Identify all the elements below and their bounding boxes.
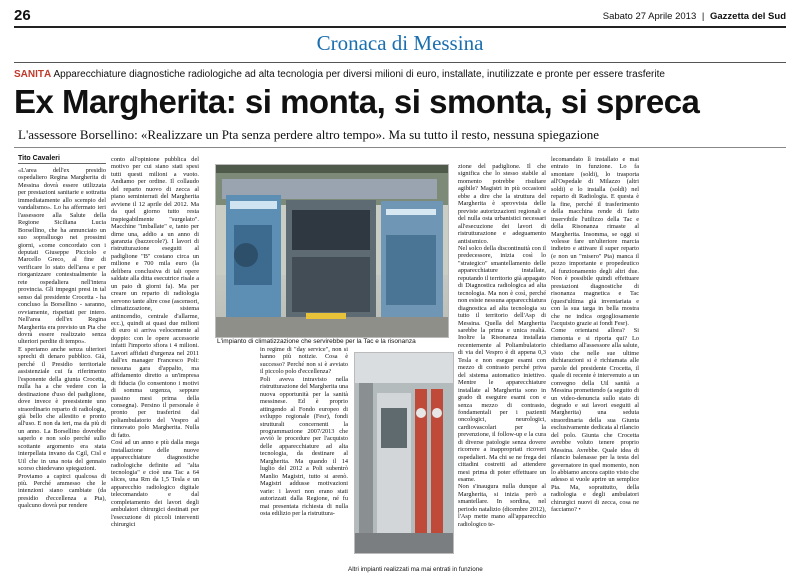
byline-rule <box>18 163 106 164</box>
article-column-2: conto all'opinione pubblica del motivo per cui siano stati spesi tutti questi milioni a vuoto. Andiamo per ordine. Il collaudo del reparto nuovo di zecca al piano seminterrati del Margherita avviene il 12 aprile del 2012. Ma da quel giorno tutto resta inspiegabilmente "surgelato". Macchine "imballate" e, tanto per dirne una, addio a un anno di garanzia (bazzecole?). I lavori di ristrutturazione eseguiti al padiglione "B" costano circa un milione e 700 mila euro (la delibera conclusiva di tali opere saldate alla ditta esecutrice risale a un paio di giorni fa). Ma per creare un reparto di radiologia servono tante altre cose (ascensori, climatizzazione, sistema antincendio, centrale d'allarme, ecc.), quindi ai quasi due milioni di euro si arriva velocemente al doppio: con le opere accessorie infatti l'importo sfiora i 4 milioni. Lavori affidati d'urgenza nel 2011 dall'ex manager Francesco Poli: nessuna gara d'appalto, ma affidamento diretto a un'impresa di fiducia (lo consentono i motivi di somma urgenza, seppure passino mesi prima della consegna). Persino il personale è pronto per trasferirsi dal poliambulatorio del Vespro al rinnovato polo Margherita. Nulla di fatto. Così ad un anno e più dalla mega installazione delle nuove apparecchiature diagnostiche radiologiche definite ad "alta tecnologia" e cioè una Tac a 64 slices, una Rm da 1,5 Tesla e un apparecchio radiologico digitale telecomandato e dal completamento dei lavori degli ambulatori chirurgici destinati per l'esecuzione di piccoli interventi chirurgici <box>111 156 199 529</box>
article-column-3: in regime di "day service", non si hanno più notizie. Cosa è successo? Perché non si è avviato il piccolo polo d'eccellenza? Poli aveva intravisto nella ristrutturazione del Margherita una nuova opportunità per la sanità messinese. Ed è proprio attingendo al Fondo europeo di sviluppo regionale (Fesr), fondi strutturali concernenti la programmazione 2007/2013 che avviò le procedure per l'acquisto delle apparecchiature ad alta tecnologia, da destinare al Margherita. Ma quando il 14 luglio del 2012 a Poli subentrò Manlio Magistri, tutto si arenò. Magistri addusse motivazioni varie: i lavori non erano stati autorizzati dalla Regione, né fu mai presentata richiesta di nulla osta edilizio per la ristruttura- <box>260 346 348 517</box>
installations-image <box>355 353 453 553</box>
photo-other-installations <box>354 352 454 554</box>
section-rule <box>14 62 786 63</box>
section-title: Cronaca di Messina <box>316 31 484 55</box>
article-column-5: lecomandato lì installato e mai entrato in funzione. Lo fa smontare (soldi), lo trasporta all'Ospedale di Milazzo (altri soldi) e lo installa (soldi) nel reparto di Radiologia. E questa è la fine, perché il trasferimento della macchina rende di fatto inservibile l'utilizzo della Tac e della Risonanza rimaste al Margherita. Insomma, se oggi si volesse fare un'ulteriore marcia indietro e attivare il super reparto (e non un "misero" Pta) manca il pezzo importante e propedeutico al funzionamento degli altri due. Non è possibile quindi effettuare prestazioni diagnostiche di risonanza magnetica e Tac (quest'ultima già inventariata e con la sua targa in bella mostra che ne indica orgogliosamente l'acquisto grazie ai fondi Fesr). Come orientarsi allora? Si rismonta e si riporta qui? Lo chiediamo all'assessore alla salute, visto che nelle sue ultime dichiarazioni si è richiamata alle parole del presidente Crocetta, il quale di recente è intervenuto a un convegno della Uil sanità a Messina promettendo (a seguito di un video-denuncia sullo stato di degrado e sui lavori eseguiti al Margherita) una seduta straordinaria della sua Giunta esclusivamente dedicata al rilancio del polo. Giunta che Crocetta avrebbe voluto tenere proprio Messina. Avrebbe. Quale idea di rilancio balenasse per la testa del governatore in quel momento, non lo abbiamo ancora capito visto che adesso si vuole aprire un semplice Pta. Ma, soprattutto, della radiologia e degli ambulatori chirurgici nuovi di zecca, cosa ne facciamo? • <box>551 156 639 514</box>
page-number: 26 <box>14 7 31 24</box>
article-column-1: «L'area dell'ex presidio ospedaliero Regina Margherita di Messina dovrà essere utilizzata per prestazioni sanitarie e sottratta immediatamente allo scempio del vandalismo». Lo ha affermato ieri l'assessore alla Salute della Regione Siciliana Lucia Borsellino, che ha annunciato un suo sopralluogo nei prossimi giorni, «come concordato con i deputati Giuseppe Picciolo e Marcello Greco, al fine di verificare lo stato dell'area e per riorganizzare contestualmente la rete ospedaliera nell'intera provincia. Gli impegni presi in tal senso dal presidente Crocetta - ha concluso la Borsellino - saranno, ovviamente, rispettati per intero. Nell'area dell'ex Regina Margherita era previsto un Pta che dovrà essere realizzato senza ulteriori perdite di tempo». E speriamo anche senza ulteriori sprechi di denaro pubblico. Già, perché il Presidio territoriale assistenziale cui fa riferimento l'esponente della giunta Crocetta, nulla ha a che vedere con la destinazione d'uso del padiglione, dove invece è preesistente uno straordinario reparto di radiologia, già bello che allestito e pronto all'uso. E non da ieri, ma da più di un anno. La Borsellino dovrebbe saperlo e non solo perché sullo scottante argomento era stata interpellata invano da Cgil, Cisl e Uil che in una nota del gennaio scorso chiedevano spiegazioni. Proviamo a capirci qualcosa di più. Perché ammesso che le intenzioni siano cambiate (da presidio d'eccellenza a Pta), qualcuno dovrà pur rendere <box>18 167 106 510</box>
kicker <box>14 69 790 80</box>
byline: Tito Cavaleri <box>18 155 60 162</box>
kicker-tag: SANITÀ <box>14 69 52 80</box>
caption-photo-2: Altri impianti realizzati ma mai entrati in funzione <box>348 566 483 573</box>
header-rule <box>14 26 786 28</box>
kicker-text: Apparecchiature diagnostiche radiologiche ad alta tecnologia per diversi milioni di euro, installate, inutilizzate e pronte per essere trasferite <box>53 69 665 80</box>
newspaper-name: Gazzetta del Sud <box>709 11 786 22</box>
headline: Ex Margherita: si monta, si smonta, si spreca <box>14 83 700 120</box>
caption-photo-1: L'impianto di climatizzazione che servirebbe per la Tac e la risonanza <box>217 338 416 345</box>
date-masthead: Sabato 27 Aprile 2013 | Gazzetta del Sud <box>602 11 786 22</box>
climate-units-image <box>216 165 448 337</box>
subheadline: L'assessore Borsellino: «Realizzare un Pta senza perdere altro tempo». Ma su tutto il resto, nessuna spiegazione <box>18 127 600 142</box>
subheadline-rule <box>14 147 786 148</box>
article-column-4: zione del padiglione. Il che significa che lo stesso stabile al momento potrebbe risultare agibile? Magistri in più occasioni ebbe a dire che la struttura del Margherita è sprovvista delle previste autorizzazioni regionali e del nulla osta urbanistici necessari all'esecuzione dei lavori di ristrutturazione e adeguamento antisismico. Nel solco della discontinuità con il predecessore, inizia così lo "strategico" smantellamento delle apparecchiature installate, reputando il territorio già appagato di Diagnostica radiologica ad alta tecnologia. Ma non è così, perché non esiste nessuna apparecchiatura diagnostica ad alta tecnologia su tutto il territorio dell'Asp di Messina. Quella del Margherita sarebbe la prima e unica realtà. Inoltre la Risonanza installata recentemente al Poliambulatorio di via del Vespro è di appena 0,3 Tesla e non esegue esami con mezzo di contrasto perché priva del sistema automatico iniettivo. Mentre le apparecchiature installate al Margherita sono in grado di eseguire esami con e senza mezzo di contrasto, fondamentali per i pazienti oncologici, neurologici, cardiovascolari per la prevenzione, il follow-up e la cura di diverse patologie senza dovere ricorrere a inappropriati ricoveri ospedalieri. Ma chi se ne frega dei cittadini costretti ad attendere mesi prima di poter effettuare un esame. Non s'inaugura nulla dunque al Margherita, si inizia però a smantellare. In sordina, nel periodo natalizio (dicembre 2012), l'Asp mette mano all'apparecchio radiologico te- <box>458 163 546 528</box>
photo-climate-system <box>215 164 449 338</box>
date-line: Sabato 27 Aprile 2013 <box>602 11 697 22</box>
